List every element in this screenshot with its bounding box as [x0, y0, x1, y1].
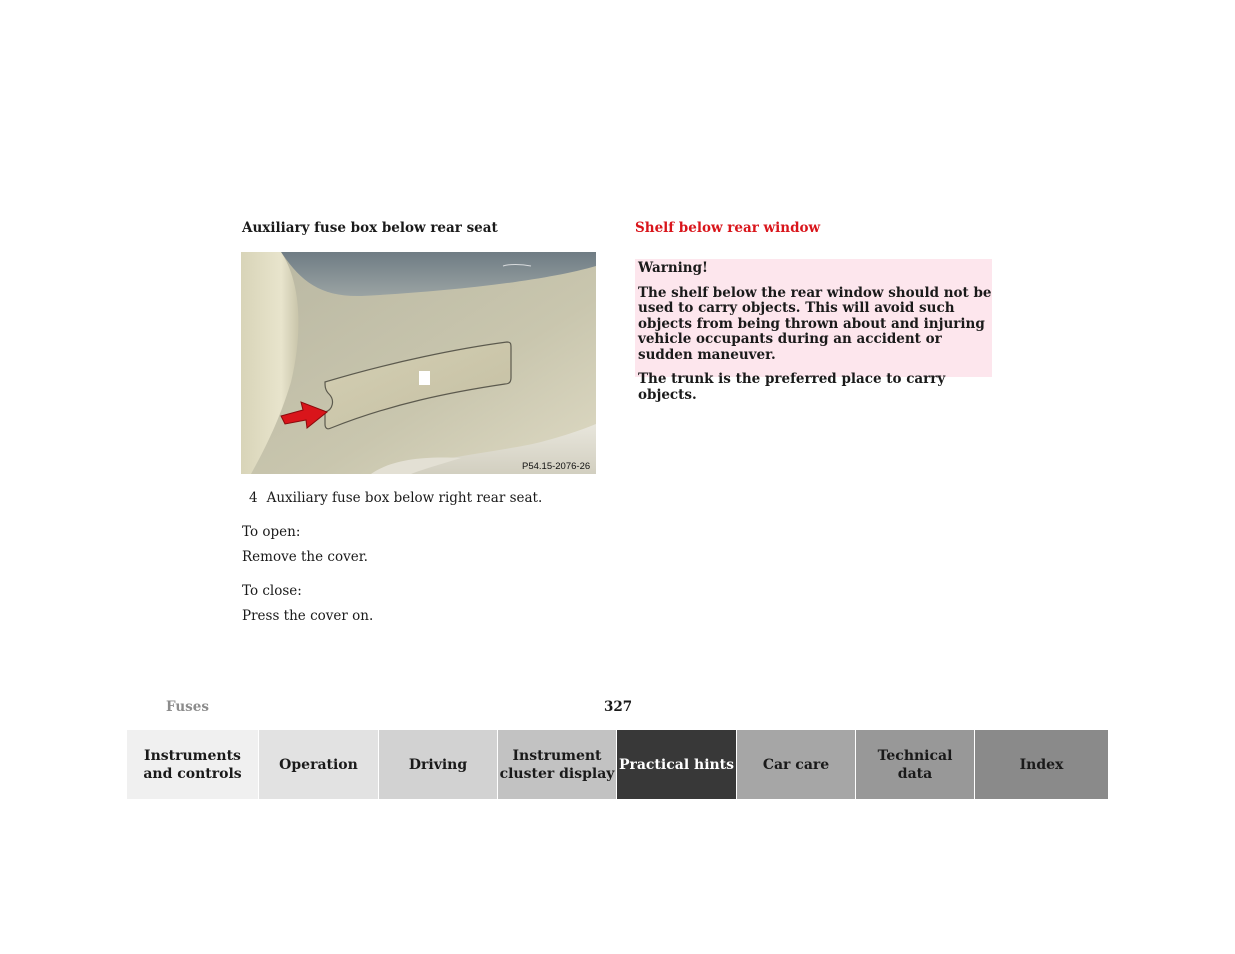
caption-number: 4	[249, 490, 258, 506]
tab-instruments-and-controls[interactable]: Instruments and controls	[127, 730, 259, 799]
tab-practical-hints[interactable]: Practical hints	[617, 730, 737, 799]
tab-instrument-cluster-display[interactable]: Instrument cluster display	[498, 730, 617, 799]
label-marker	[419, 371, 430, 385]
figure-caption	[249, 490, 542, 506]
to-close-text: Press the cover on.	[242, 608, 374, 624]
shelf-heading: Shelf below rear window	[635, 220, 821, 236]
to-open-label: To open:	[242, 524, 301, 540]
tab-index[interactable]: Index	[975, 730, 1108, 799]
warning-paragraph-2: The trunk is the preferred place to carry objects.	[638, 371, 946, 403]
tab-operation[interactable]: Operation	[259, 730, 379, 799]
tab-driving[interactable]: Driving	[379, 730, 498, 799]
footer-section-label: Fuses	[166, 699, 209, 715]
tab-technical-data[interactable]: Technical data	[856, 730, 975, 799]
caption-text: Auxiliary fuse box below right rear seat.	[266, 490, 543, 506]
fuse-box-illustration	[241, 252, 596, 474]
chapter-nav-bar	[127, 730, 1108, 799]
to-open-text: Remove the cover.	[242, 549, 368, 565]
fuse-box-heading: Auxiliary fuse box below rear seat	[242, 220, 498, 236]
warning-box	[635, 259, 992, 403]
warning-paragraph-1: The shelf below the rear window should not be used to carry objects. This will avoid such objects from being thrown about and injuring vehicle occupants during an accident or sudden maneuver.	[638, 284, 992, 363]
figure-code: P54.15-2076-26	[522, 461, 591, 472]
to-close-label: To close:	[242, 583, 302, 599]
tab-car-care[interactable]: Car care	[737, 730, 856, 799]
warning-title: Warning!	[638, 260, 708, 276]
page-number: 327	[604, 699, 633, 715]
